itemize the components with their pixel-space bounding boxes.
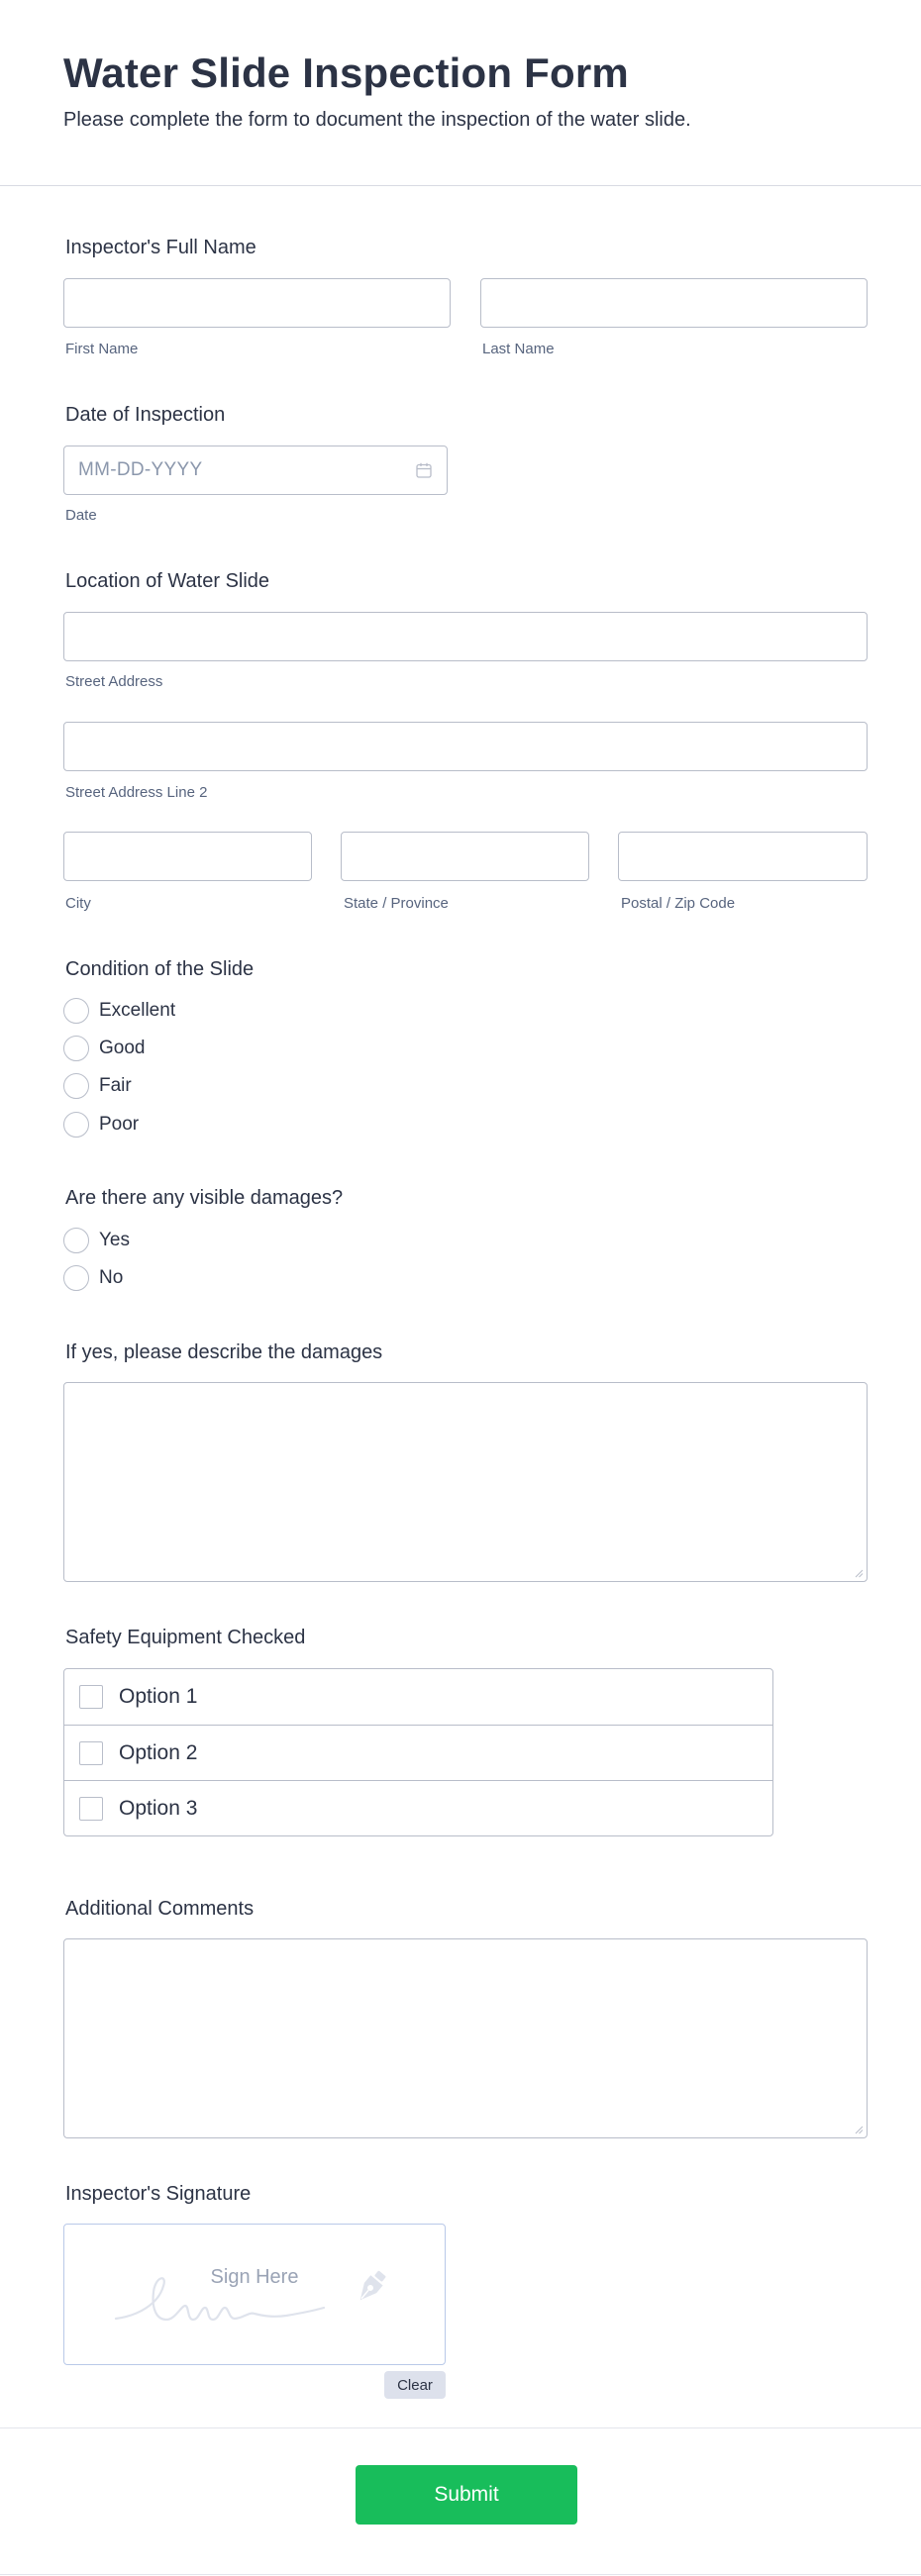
checkbox-option-2[interactable] — [64, 1725, 772, 1780]
form-subtitle: Please complete the form to document the inspection of the water slide. — [63, 109, 691, 131]
comments-textarea[interactable] — [63, 1938, 868, 2138]
last-name-input[interactable] — [480, 278, 868, 328]
street-address-line2-input[interactable] — [63, 722, 868, 771]
date-sublabel: Date — [65, 507, 97, 524]
radio-label: Good — [99, 1038, 146, 1058]
radio-option-no[interactable] — [63, 1264, 123, 1292]
calendar-icon[interactable] — [415, 461, 433, 479]
safety-equipment-checklist — [63, 1668, 773, 1836]
inspector-name-label: Inspector's Full Name — [65, 237, 256, 258]
resize-handle-icon[interactable] — [854, 1568, 864, 1578]
state-sublabel: State / Province — [344, 895, 449, 912]
street-address-line2-sublabel: Street Address Line 2 — [65, 784, 208, 801]
form-title: Water Slide Inspection Form — [63, 50, 629, 96]
radio-label: Yes — [99, 1230, 130, 1250]
checkbox[interactable] — [79, 1741, 103, 1765]
first-name-input[interactable] — [63, 278, 451, 328]
city-sublabel: City — [65, 895, 91, 912]
signature-placeholder: Sign Here — [210, 2266, 299, 2288]
radio-button[interactable] — [63, 1112, 89, 1138]
radio-option-poor[interactable] — [63, 1111, 139, 1139]
pen-nib-icon — [349, 2266, 392, 2310]
city-input[interactable] — [63, 832, 312, 881]
radio-button[interactable] — [63, 1228, 89, 1253]
inspection-date-label: Date of Inspection — [65, 404, 226, 426]
radio-label: Excellent — [99, 1000, 176, 1021]
radio-option-yes[interactable] — [63, 1227, 130, 1254]
radio-label: No — [99, 1267, 124, 1288]
location-label: Location of Water Slide — [65, 570, 270, 592]
radio-option-good[interactable] — [63, 1035, 145, 1062]
radio-button[interactable] — [63, 1073, 89, 1099]
date-input[interactable] — [63, 446, 448, 495]
radio-option-excellent[interactable] — [63, 997, 175, 1025]
bottom-divider — [0, 2574, 921, 2575]
street-address-sublabel: Street Address — [65, 673, 163, 690]
first-name-sublabel: First Name — [65, 341, 139, 357]
last-name-sublabel: Last Name — [482, 341, 555, 357]
checkbox[interactable] — [79, 1797, 103, 1821]
radio-button[interactable] — [63, 1036, 89, 1061]
checkbox-option-1[interactable] — [64, 1669, 772, 1725]
comments-label: Additional Comments — [65, 1898, 255, 1920]
radio-option-fair[interactable] — [63, 1072, 132, 1100]
state-input[interactable] — [341, 832, 589, 881]
zip-sublabel: Postal / Zip Code — [621, 895, 736, 912]
radio-label: Fair — [99, 1075, 132, 1096]
form-header — [0, 0, 921, 186]
checkbox-label: Option 3 — [119, 1796, 198, 1820]
damages-label: Are there any visible damages? — [65, 1187, 344, 1209]
radio-button[interactable] — [63, 998, 89, 1024]
street-address-input[interactable] — [63, 612, 868, 661]
radio-label: Poor — [99, 1114, 140, 1135]
radio-button[interactable] — [63, 1265, 89, 1291]
damage-description-textarea[interactable] — [63, 1382, 868, 1582]
checkbox-option-3[interactable] — [64, 1780, 772, 1835]
resize-handle-icon[interactable] — [854, 2125, 864, 2134]
condition-label: Condition of the Slide — [65, 958, 255, 980]
signature-pad[interactable] — [63, 2224, 446, 2365]
checkbox-label: Option 1 — [119, 1685, 198, 1708]
damage-description-label: If yes, please describe the damages — [65, 1341, 383, 1363]
zip-input[interactable] — [618, 832, 868, 881]
safety-equipment-label: Safety Equipment Checked — [65, 1627, 306, 1648]
signature-clear-button[interactable]: Clear — [384, 2371, 446, 2399]
date-placeholder: MM-DD-YYYY — [78, 459, 203, 480]
submit-button[interactable]: Submit — [356, 2465, 577, 2525]
checkbox-label: Option 2 — [119, 1740, 198, 1764]
signature-label: Inspector's Signature — [65, 2183, 252, 2205]
checkbox[interactable] — [79, 1685, 103, 1709]
